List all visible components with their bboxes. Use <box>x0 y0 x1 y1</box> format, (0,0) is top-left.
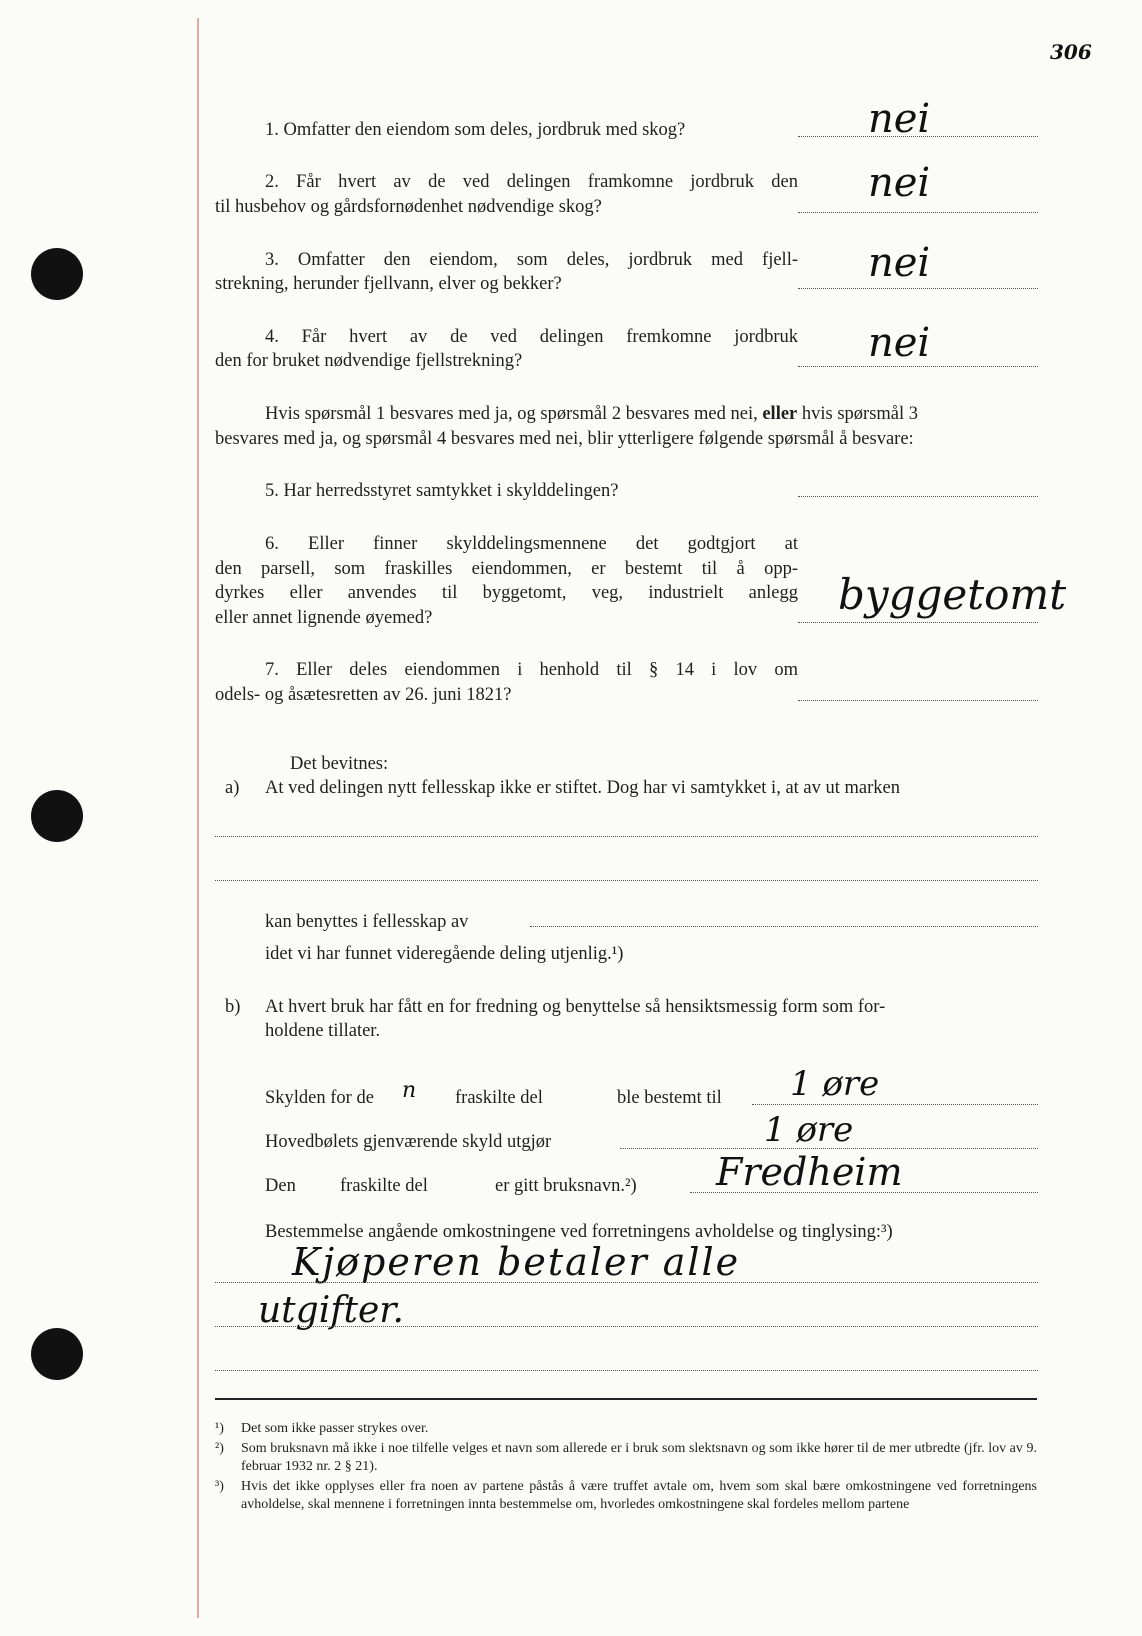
page-number: 306 <box>1050 40 1092 64</box>
blank-line <box>530 926 1038 927</box>
skyld-label-a: Skylden for de <box>265 1088 374 1108</box>
question-2-line-1: 2. Får hvert av de ved delingen framkomne jordbruk den <box>265 172 798 192</box>
navn-label-a: Den <box>265 1176 296 1196</box>
blank-line <box>215 836 1038 837</box>
blank-line <box>215 880 1038 881</box>
attest-b-label: b) <box>225 997 241 1017</box>
attest-a-reason: idet vi har funnet videregående deling utjenlig.¹) <box>265 944 624 964</box>
footnote-mark: ²) <box>215 1441 224 1456</box>
question-5: 5. Har herredsstyret samtykket i skylddelingen? <box>265 481 619 501</box>
question-6-line-3: dyrkes eller anvendes til byggetomt, veg, industrielt anlegg <box>215 583 798 603</box>
answer-line <box>752 1104 1038 1105</box>
answer-line <box>798 496 1038 497</box>
answer-line <box>798 212 1038 213</box>
skyld-value: 1 øre <box>790 1064 880 1104</box>
hoved-value: 1 øre <box>764 1110 854 1150</box>
answer-line <box>798 622 1038 623</box>
attest-a-text: At ved delingen nytt fellesskap ikke er stiftet. Dog har vi samtykket i, at av ut marken <box>265 778 900 798</box>
attest-a-common: kan benyttes i fellesskap av <box>265 912 469 932</box>
bestemmelse-label: Bestemmelse angående omkostningene ved forretningens avholdelse og tinglysing:³) <box>265 1222 893 1242</box>
answer-line <box>798 288 1038 289</box>
blank-line <box>215 1326 1038 1327</box>
condition-bold: eller <box>762 404 798 424</box>
condition-line-2: besvares med ja, og spørsmål 4 besvares med nei, blir ytterligere følgende spørsmål å besvare: <box>215 429 914 449</box>
attest-b-line-2: holdene tillater. <box>265 1021 381 1041</box>
footnote-mark: ¹) <box>215 1421 224 1436</box>
bestemmelse-line-2: utgifter. <box>258 1290 405 1331</box>
footnote-text: Som bruksnavn må ikke i noe tilfelle velges et navn som allerede er i bruk som slektsnavn og som ikke hører til de mer utbredte (jfr. lov av 9. februar 1932 nr. 2 § 21). <box>241 1441 1037 1474</box>
question-2-line-2: til husbehov og gårdsfornødenhet nødvendige skog? <box>215 197 602 217</box>
blank-line <box>215 1282 1038 1283</box>
footnote-text: Det som ikke passer strykes over. <box>241 1421 429 1436</box>
punch-hole <box>31 1328 83 1380</box>
navn-label-b: fraskilte del <box>340 1176 428 1196</box>
blank-line <box>215 1370 1038 1371</box>
question-3-line-2: strekning, herunder fjellvann, elver og bekker? <box>215 274 562 294</box>
footnote-rule <box>215 1398 1037 1400</box>
condition-line-1 <box>265 402 918 426</box>
answer-6: byggetomt <box>838 570 1067 619</box>
attest-b-line-1: At hvert bruk har fått en for fredning og benyttelse så hensiktsmessig form som for- <box>265 997 886 1017</box>
question-1: 1. Omfatter den eiendom som deles, jordbruk med skog? <box>265 120 686 140</box>
question-6-line-4: eller annet lignende øyemed? <box>215 608 433 628</box>
question-6-line-1: 6. Eller finner skylddelingsmennene det godtgjort at <box>265 534 798 554</box>
answer-3: nei <box>868 240 931 286</box>
skyld-label-b: fraskilte del <box>455 1088 543 1108</box>
punch-hole <box>31 248 83 300</box>
answer-line <box>798 366 1038 367</box>
navn-value: Fredheim <box>716 1150 903 1194</box>
question-4-line-1: 4. Får hvert av de ved delingen fremkomne jordbruk <box>265 327 798 347</box>
question-7-line-1: 7. Eller deles eiendommen i henhold til § 14 i lov om <box>265 660 798 680</box>
condition-text-a: Hvis spørsmål 1 besvares med ja, og spørsmål 2 besvares med nei, <box>265 404 758 424</box>
question-3-line-1: 3. Omfatter den eiendom, som deles, jordbruk med fjell- <box>265 250 798 270</box>
margin-line <box>197 18 199 1618</box>
footnote-text: Hvis det ikke opplyses eller fra noen av partene påstås å være truffet avtale om, hvem som skal bære omkostningene ved forretningens avholdelse, skal mennene i forretningen innta bestemmelse om, hvorledes omkostningene skal fordeles mellom partene <box>241 1479 1037 1512</box>
attest-a-label: a) <box>225 778 240 798</box>
skyld-label-handwritten: n <box>402 1078 417 1103</box>
answer-1: nei <box>868 96 931 142</box>
question-4-line-2: den for bruket nødvendige fjellstrekning? <box>215 351 523 371</box>
attest-heading: Det bevitnes: <box>290 754 389 774</box>
answer-4: nei <box>868 320 931 366</box>
skyld-label-c: ble bestemt til <box>617 1088 722 1108</box>
footnote-mark: ³) <box>215 1479 224 1494</box>
hoved-label: Hovedbølets gjenværende skyld utgjør <box>265 1132 552 1152</box>
answer-line <box>798 700 1038 701</box>
answer-2: nei <box>868 160 931 206</box>
question-6-line-2: den parsell, som fraskilles eiendommen, er bestemt til å opp- <box>215 559 798 579</box>
question-7-line-2: odels- og åsætesretten av 26. juni 1821? <box>215 685 512 705</box>
bestemmelse-line-1: Kjøperen betaler alle <box>292 1240 741 1284</box>
navn-label-c: er gitt bruksnavn.²) <box>495 1176 637 1196</box>
punch-hole <box>31 790 83 842</box>
condition-text-b: hvis spørsmål 3 <box>801 404 919 424</box>
